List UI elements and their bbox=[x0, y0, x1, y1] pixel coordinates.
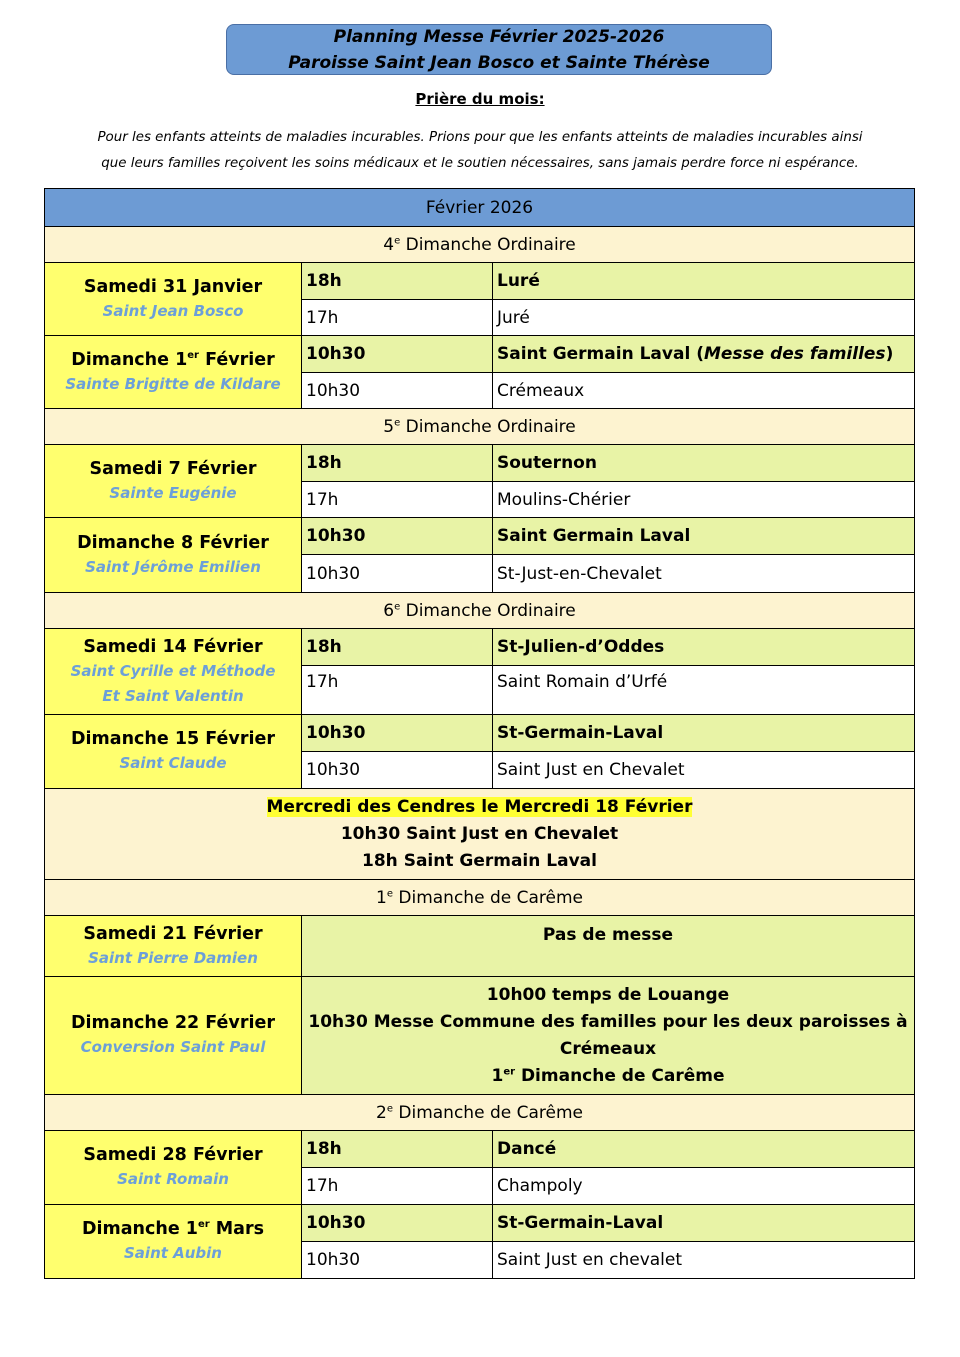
mass-place: St-Just-en-Chevalet bbox=[493, 555, 915, 593]
sunday-header: 1e Dimanche de Carême bbox=[45, 880, 915, 916]
mass-place: Saint Just en chevalet bbox=[493, 1242, 915, 1279]
mass-place: Dancé bbox=[493, 1131, 915, 1168]
mass-time: 10h30 bbox=[302, 715, 493, 752]
ash-wednesday-mass-1: 10h30 Saint Just en Chevalet bbox=[340, 823, 619, 844]
mass-place: St-Julien-d’Oddes bbox=[493, 629, 915, 666]
mass-time: 18h bbox=[302, 629, 493, 666]
day-cell: Samedi 7 Février Sainte Eugénie bbox=[45, 445, 302, 518]
mass-time: 17h bbox=[302, 1168, 493, 1205]
ash-wednesday-block bbox=[45, 789, 915, 880]
sunday-header: 5e Dimanche Ordinaire bbox=[45, 409, 915, 445]
mass-place: St-Germain-Laval bbox=[493, 1205, 915, 1242]
mass-place: Saint Germain Laval (Messe des familles) bbox=[493, 336, 915, 373]
mass-place: Luré bbox=[493, 263, 915, 300]
mass-place: St-Germain-Laval bbox=[493, 715, 915, 752]
mass-time: 10h30 bbox=[302, 373, 493, 409]
mass-place: Saint Germain Laval bbox=[493, 518, 915, 555]
common-mass-note: 10h00 temps de Louange 10h30 Messe Commune des familles pour les deux paroisses à Crémeaux 1er Dimanche de Carême bbox=[302, 977, 915, 1095]
mass-place: Saint Romain d’Urfé bbox=[493, 666, 915, 715]
sunday-header: 6e Dimanche Ordinaire bbox=[45, 593, 915, 629]
mass-place: Crémeaux bbox=[493, 373, 915, 409]
mass-time: 18h bbox=[302, 263, 493, 300]
day-cell: Samedi 14 Février Saint Cyrille et Méthode Et Saint Valentin bbox=[45, 629, 302, 715]
ash-wednesday-title: Mercredi des Cendres le Mercredi 18 Février bbox=[266, 796, 693, 817]
month-header: Février 2026 bbox=[45, 189, 915, 227]
mass-time: 10h30 bbox=[302, 518, 493, 555]
mass-time: 10h30 bbox=[302, 336, 493, 373]
day-cell: Samedi 21 Février Saint Pierre Damien bbox=[45, 916, 302, 977]
prayer-text: Pour les enfants atteints de maladies incurables. Prions pour que les enfants atteints de maladies incurables ainsi que leurs familles reçoivent les soins médicaux et le soutien nécessaires, sans jamais perdre force ni espérance. bbox=[97, 130, 863, 171]
mass-time: 18h bbox=[302, 1131, 493, 1168]
day-cell: Dimanche 15 Février Saint Claude bbox=[45, 715, 302, 789]
mass-place: Moulins-Chérier bbox=[493, 482, 915, 518]
title-line-2: Paroisse Saint Jean Bosco et Sainte Thérèse bbox=[288, 52, 710, 73]
day-cell: Samedi 28 Février Saint Romain bbox=[45, 1131, 302, 1205]
mass-place: Souternon bbox=[493, 445, 915, 482]
day-cell: Dimanche 22 Février Conversion Saint Paul bbox=[45, 977, 302, 1095]
prayer-heading: Prière du mois: bbox=[415, 90, 545, 108]
mass-time: 17h bbox=[302, 666, 493, 715]
mass-time: 10h30 bbox=[302, 1242, 493, 1279]
sunday-header: 2e Dimanche de Carême bbox=[45, 1095, 915, 1131]
sunday-header: 4e Dimanche Ordinaire bbox=[45, 227, 915, 263]
day-cell: Dimanche 1er Février Sainte Brigitte de Kildare bbox=[45, 336, 302, 409]
day-cell: Dimanche 8 Février Saint Jérôme Emilien bbox=[45, 518, 302, 593]
title-line-1: Planning Messe Février 2025-2026 bbox=[333, 26, 665, 47]
day-cell: Samedi 31 Janvier Saint Jean Bosco bbox=[45, 263, 302, 336]
no-mass-note: Pas de messe bbox=[302, 916, 915, 977]
mass-place: Champoly bbox=[493, 1168, 915, 1205]
mass-time: 10h30 bbox=[302, 752, 493, 789]
mass-time: 18h bbox=[302, 445, 493, 482]
mass-time: 17h bbox=[302, 482, 493, 518]
mass-time: 17h bbox=[302, 300, 493, 336]
mass-time: 10h30 bbox=[302, 555, 493, 593]
mass-time: 10h30 bbox=[302, 1205, 493, 1242]
ash-wednesday-mass-2: 18h Saint Germain Laval bbox=[362, 850, 597, 871]
document-title-box bbox=[226, 24, 772, 75]
mass-place: Juré bbox=[493, 300, 915, 336]
mass-schedule-table bbox=[44, 188, 915, 1279]
day-cell: Dimanche 1er Mars Saint Aubin bbox=[45, 1205, 302, 1279]
mass-place: Saint Just en Chevalet bbox=[493, 752, 915, 789]
